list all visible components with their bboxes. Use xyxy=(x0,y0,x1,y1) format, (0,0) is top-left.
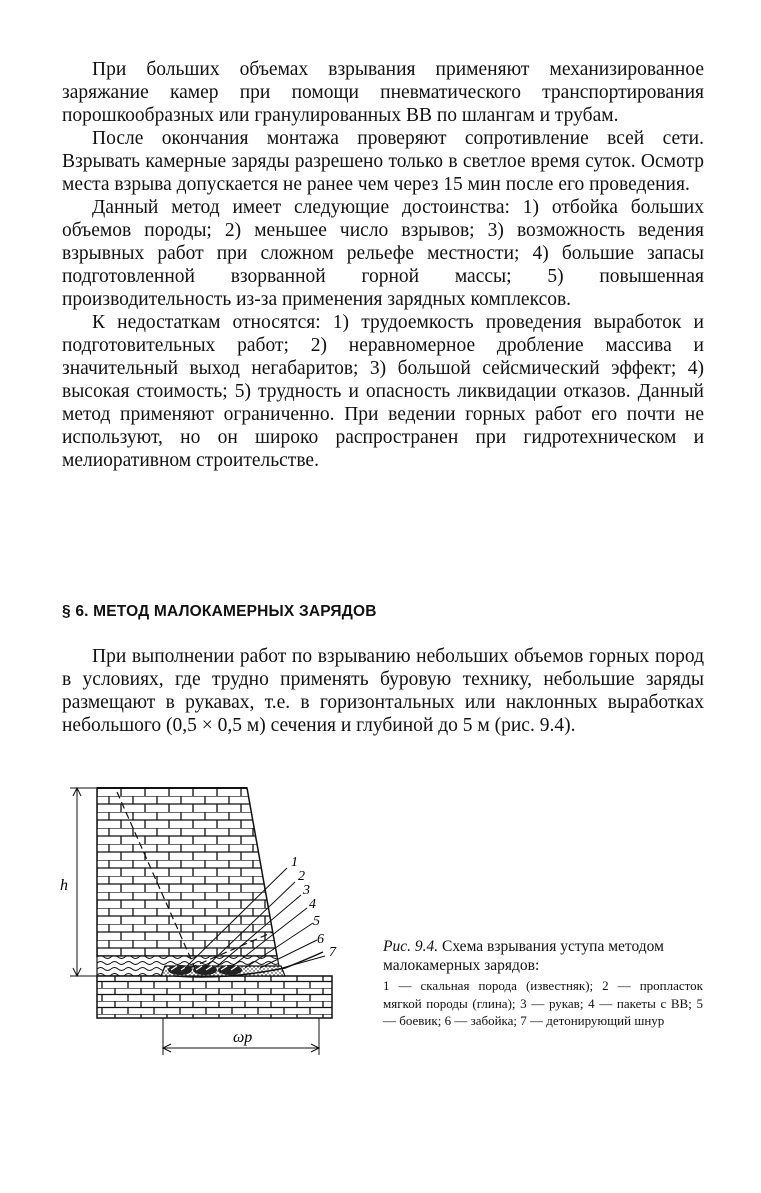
callout-6: 6 xyxy=(317,932,324,947)
caption-title-text: Схема взрывания уступа методом малокамерных зарядов: xyxy=(383,938,664,974)
diagram-svg xyxy=(55,780,365,1060)
label-h: h xyxy=(60,877,68,894)
callout-5: 5 xyxy=(313,914,320,929)
callout-7: 7 xyxy=(329,945,336,960)
body-text-section xyxy=(62,645,704,737)
callout-1: 1 xyxy=(291,855,298,870)
figure-caption xyxy=(383,937,703,1030)
caption-prefix: Рис. 9.4. xyxy=(383,938,439,955)
callout-3: 3 xyxy=(303,883,310,898)
paragraph-advantages: Данный метод имеет следующие достоинства: 1) отбойка больших объемов породы; 2) меньшее число взрывов; 3) возможность ведения взрывных работ при сложном рельефе местности; 4) большие запасы подготовленной взорванной горной массы; 5) повышенная производительность из-за применения зарядных комплексов. xyxy=(62,197,704,310)
rock-floor xyxy=(97,976,332,1018)
callout-numbers xyxy=(291,855,337,960)
paragraph-network-check: После окончания монтажа проверяют сопротивление всей сети. Взрывать камерные заряды разрешено только в светлое время суток. Осмотр места взрыва допускается не ранее чем через 15 мин после его проведения. xyxy=(62,128,704,195)
paragraph-small-chamber-method: При выполнении работ по взрыванию небольших объемов горных пород в условиях, где трудно применять буровую технику, небольшие заряды размещают в рукавах, т.е. в горизонтальных или наклонных выработках небольшого (0,5 × 0,5 м) сечения и глубиной до 5 м (рис. 9.4). xyxy=(62,646,704,736)
rock-bench xyxy=(97,788,277,956)
caption-title xyxy=(383,937,703,975)
callout-4: 4 xyxy=(309,897,316,912)
section-heading: § 6. МЕТОД МАЛОКАМЕРНЫХ ЗАРЯДОВ xyxy=(62,603,377,620)
figure-bench-blasting-diagram xyxy=(55,780,365,1060)
callout-2: 2 xyxy=(298,869,305,884)
caption-legend: 1 — скальная порода (известняк); 2 — пропласток мягкой породы (глина); 3 — рукав; 4 — пакеты с ВВ; 5 — боевик; 6 — забойка; 7 — детонирующий шнур xyxy=(383,978,703,1028)
body-text-top xyxy=(62,58,704,472)
explosive-packets xyxy=(168,965,242,975)
paragraph-disadvantages: К недостаткам относятся: 1) трудоемкость проведения выработок и подготовительных работ; 2) неравномерное дробление массива и значительный выход негабаритов; 3) большой сейсмический эффект; 4) высокая стоимость; 5) трудность и опасность ликвидации отказов. Данный метод применяют ограниченно. При ведении горных работ его почти не используют, но он широко распространен при гидротехническом и мелиоративном строительстве. xyxy=(62,312,704,471)
paragraph-mechanized-charging: При больших объемах взрывания применяют механизированное заряжание камер при помощи пневматического транспортирования порошкообразных или гранулированных ВВ по шлангам и трубам. xyxy=(62,59,704,126)
label-wp: ωр xyxy=(233,1029,253,1046)
